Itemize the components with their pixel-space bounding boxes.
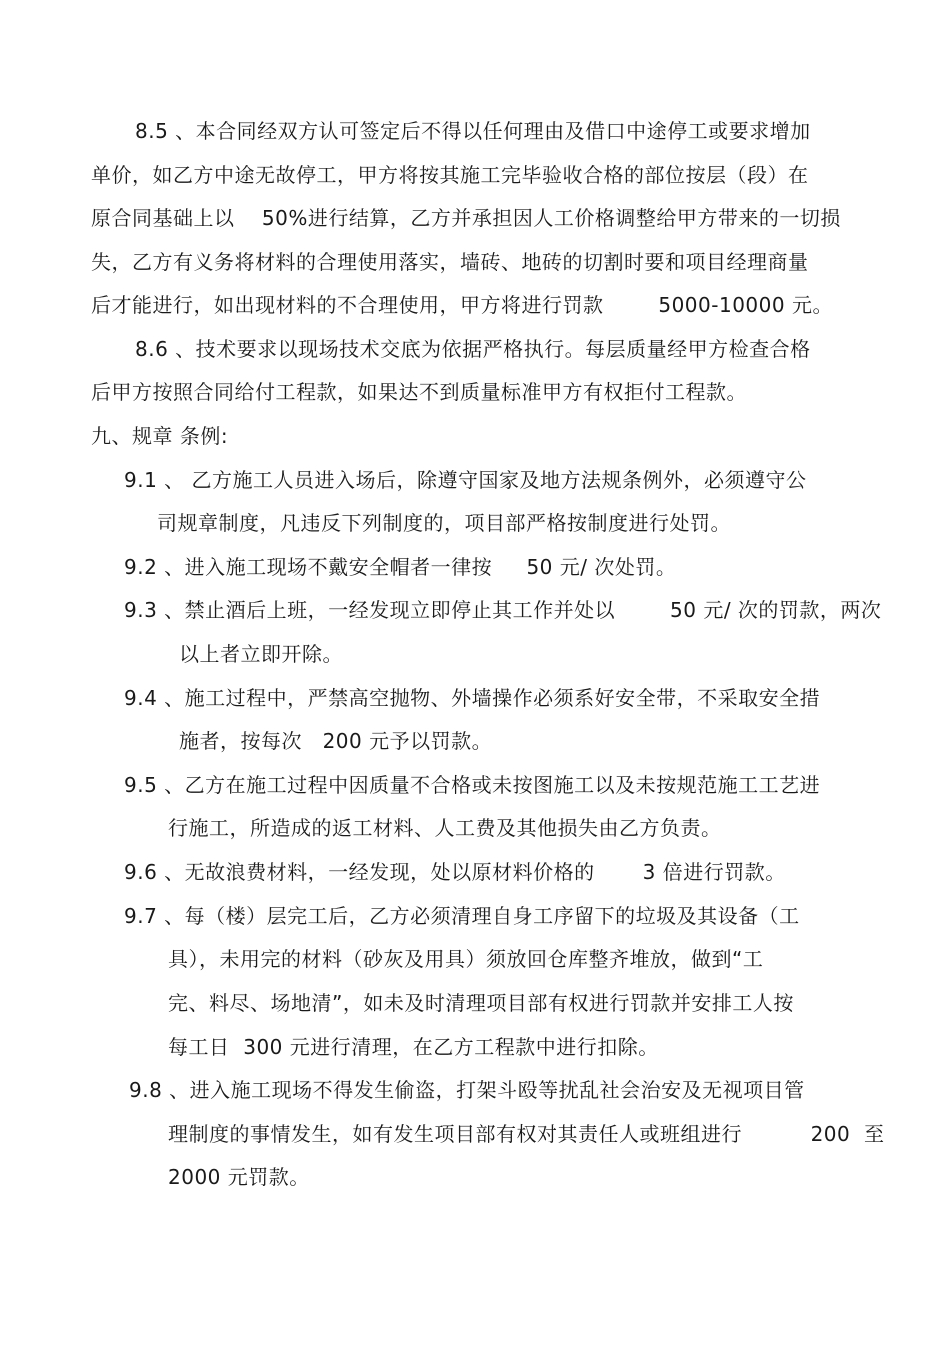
section-heading: 九、规章 条例: [91,424,229,448]
text-line: 2000 元罚款。 [168,1165,310,1189]
text-line: 9.4 、施工过程中，严禁高空抛物、外墙操作必须系好安全带，不采取安全措 [124,686,821,710]
text-line: 9.6 、无故浪费材料，一经发现，处以原材料价格的 3 倍进行罚款。 [124,860,786,884]
text-line: 原合同基础上以 50%进行结算，乙方并承担因人工价格调整给甲方带来的一切损 [91,206,841,230]
text-line: 8.6 、技术要求以现场技术交底为依据严格执行。每层质量经甲方检查合格 [135,337,811,361]
text-line: 9.7 、每（楼）层完工后，乙方必须清理自身工序留下的垃圾及其设备（工 [124,904,800,928]
text-line: 9.3 、禁止酒后上班，一经发现立即停止其工作并处以 50 元/ 次的罚款，两次 [124,598,882,622]
text-line: 单价，如乙方中途无故停工，甲方将按其施工完毕验收合格的部位按层（段）在 [91,163,809,187]
text-line: 8.5 、本合同经双方认可签定后不得以任何理由及借口中途停工或要求增加 [135,119,811,143]
text-line: 9.8 、进入施工现场不得发生偷盗，打架斗殴等扰乱社会治安及无视项目管 [129,1078,805,1102]
text-line: 每工日 300 元进行清理，在乙方工程款中进行扣除。 [168,1035,659,1059]
text-line: 以上者立即开除。 [179,642,343,666]
text-line: 行施工，所造成的返工材料、人工费及其他损失由乙方负责。 [168,816,722,840]
text-line: 9.2 、进入施工现场不戴安全帽者一律按 50 元/ 次处罚。 [124,555,677,579]
text-line: 9.1 、 乙方施工人员进入场后，除遵守国家及地方法规条例外，必须遵守公 [124,468,807,492]
text-line: 失，乙方有义务将材料的合理使用落实，墙砖、地砖的切割时要和项目经理商量 [91,250,809,274]
text-line: 9.5 、乙方在施工过程中因质量不合格或未按图施工以及未按规范施工工艺进 [124,773,821,797]
text-line: 具），未用完的材料（砂灰及用具）须放回仓库整齐堆放，做到“工 [168,947,764,971]
text-line: 司规章制度，凡违反下列制度的，项目部严格按制度进行处罚。 [157,511,731,535]
text-line: 后才能进行，如出现材料的不合理使用，甲方将进行罚款 5000-10000 元。 [91,293,833,317]
text-line: 施者，按每次 200 元予以罚款。 [179,729,493,753]
text-line: 完、料尽、场地清”，如未及时清理项目部有权进行罚款并安排工人按 [168,991,794,1015]
text-line: 后甲方按照合同给付工程款，如果达不到质量标准甲方有权拒付工程款。 [91,380,747,404]
text-line: 理制度的事情发生，如有发生项目部有权对其责任人或班组进行 200 至 [168,1122,885,1146]
